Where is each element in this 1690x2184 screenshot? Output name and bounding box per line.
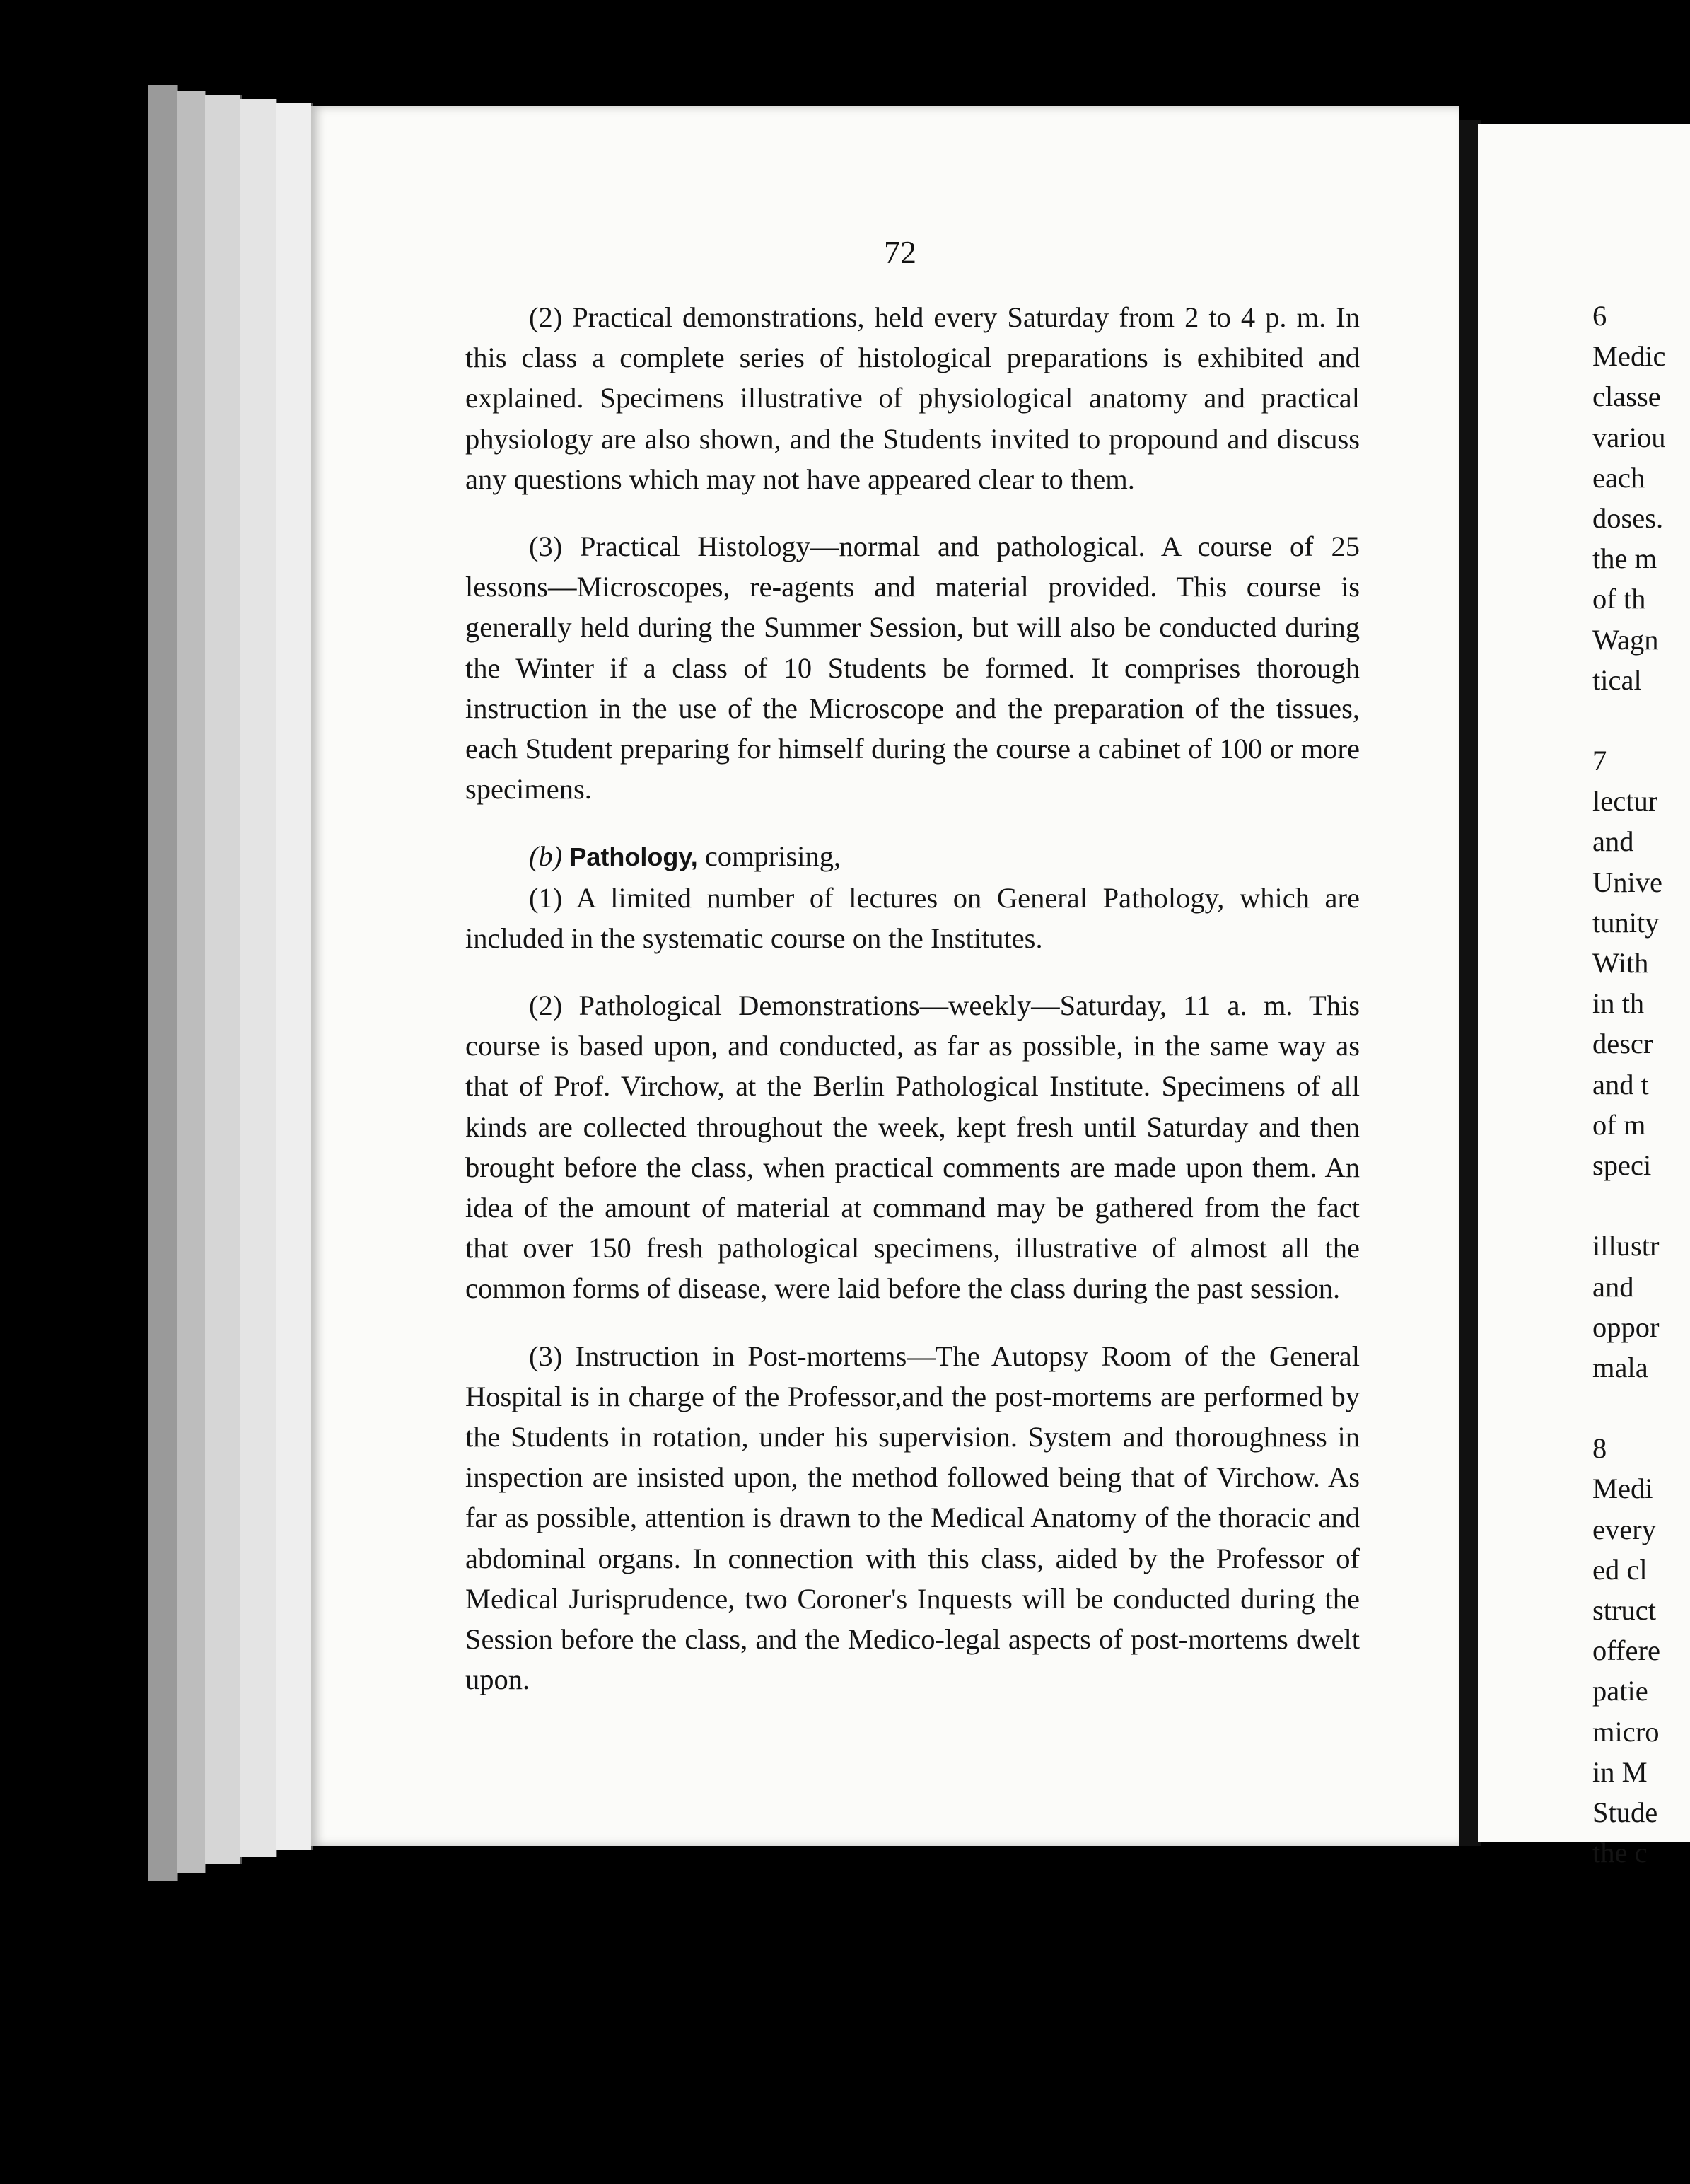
right-page-line: the c: [1592, 1837, 1648, 1869]
right-page-line: [1592, 1388, 1677, 1428]
right-page-line: ed cl: [1592, 1553, 1648, 1586]
right-page-line: tunity: [1592, 906, 1660, 939]
right-page-line: Medi: [1592, 1473, 1653, 1505]
right-page-line: mala: [1592, 1351, 1648, 1383]
right-page-line: illustr: [1592, 1230, 1660, 1262]
right-page-line: offere: [1592, 1634, 1660, 1667]
right-page-line: the m: [1592, 542, 1657, 575]
page-edge: [177, 91, 206, 1873]
right-page-line: 7: [1592, 745, 1607, 777]
right-page-line: tical: [1592, 663, 1642, 696]
right-page-line: Wagn: [1592, 623, 1659, 656]
right-page-line: [1592, 1185, 1677, 1226]
pathology-heading-prefix: (b): [529, 840, 563, 873]
paragraph-post-mortems: (3) Instruction in Post-mortems—The Autopsy Room of the General Hospital is in charge of the Professor,and the post-mortems are performed by the Students in rotation, under his supervision. System and thoroughness in inspection are insisted upon, the method followed being that of Virchow. As far as possible, attention is drawn to the Medical Anatomy of the thoracic and abdominal organs. In connection with this class, aided by the Professor of Medical Jurisprudence, two Coroner's Inquests will be conducted during the Session before the class, and the Medico-legal aspects of post-mortems dwelt upon.: [465, 1340, 1360, 1696]
page-edge: [148, 85, 178, 1881]
right-page-line: micro: [1592, 1715, 1660, 1748]
right-page-line: each: [1592, 461, 1645, 494]
right-page-line: 6: [1592, 300, 1607, 332]
pathology-heading: [465, 836, 1360, 877]
pathology-heading-title: Pathology,: [569, 842, 698, 872]
right-page-line: Unive: [1592, 866, 1662, 898]
right-page-line: With: [1592, 947, 1649, 979]
right-page-line: classe: [1592, 381, 1661, 413]
right-page-line: Stude: [1592, 1796, 1658, 1828]
right-page-line: and: [1592, 1270, 1634, 1303]
pathology-heading-suffix: comprising,: [704, 840, 841, 873]
right-page-line: struct: [1592, 1594, 1656, 1626]
right-page-line: descr: [1592, 1028, 1653, 1060]
right-page-line: speci: [1592, 1149, 1652, 1181]
right-page-line: oppor: [1592, 1311, 1660, 1343]
right-page-text: [1592, 296, 1677, 1873]
right-page-line: in M: [1592, 1755, 1648, 1788]
right-page-line: every: [1592, 1513, 1656, 1545]
right-page-line: and t: [1592, 1068, 1649, 1100]
page-edge: [276, 103, 313, 1850]
page-edge: [205, 95, 242, 1864]
page-number: 72: [884, 234, 916, 270]
paragraph-general-pathology: (1) A limited number of lectures on General Pathology, which are included in the systematic course on the Institutes.: [465, 881, 1360, 954]
right-page-line: lectur: [1592, 785, 1658, 818]
right-page-line: 8: [1592, 1432, 1607, 1465]
right-page-line: doses.: [1592, 501, 1664, 534]
right-page-line: Medic: [1592, 340, 1666, 373]
paragraph-pathological-demonstrations: (2) Pathological Demonstrations—weekly—Saturday, 11 a. m. This course is based upon, and conducted, as far as possible, in the same way as that of Prof. Virchow, at the Berlin Pathological Institute. Specimens of all kinds are collected throughout the week, kept fresh until Saturday and then brought before the class, when practical comments are made upon them. An idea of the amount of material at command may be gathered from the fact that over 150 fresh pathological specimens, illustrative of almost all the common forms of disease, were laid before the class during the past session.: [465, 989, 1360, 1305]
left-page-text: [465, 297, 1360, 1727]
paragraph-practical-demonstrations: (2) Practical demonstrations, held every Saturday from 2 to 4 p. m. In this class a complete series of histological preparations is exhibited and explained. Specimens illustrative of physiological anatomy and practical physiology are also shown, and the Students invited to propound and discuss any questions which may not have appeared clear to them.: [465, 301, 1360, 495]
right-page-line: of th: [1592, 583, 1646, 615]
right-page-line: in th: [1592, 987, 1645, 1020]
paragraph-practical-histology: (3) Practical Histology—normal and pathological. A course of 25 lessons—Microscopes, re-agents and material provided. This course is generally held during the Summer Session, but will also be conducted during the Winter if a class of 10 Students be formed. It comprises thorough instruction in the use of the Microscope and the preparation of the tissues, each Student preparing for himself during the course a cabinet of 100 or more specimens.: [465, 530, 1360, 806]
right-page-line: and: [1592, 825, 1634, 858]
page-edge: [240, 99, 277, 1857]
right-page-line: variou: [1592, 421, 1666, 453]
right-page-line: of m: [1592, 1108, 1646, 1141]
right-page-line: [1592, 700, 1677, 740]
right-page-line: patie: [1592, 1675, 1648, 1707]
